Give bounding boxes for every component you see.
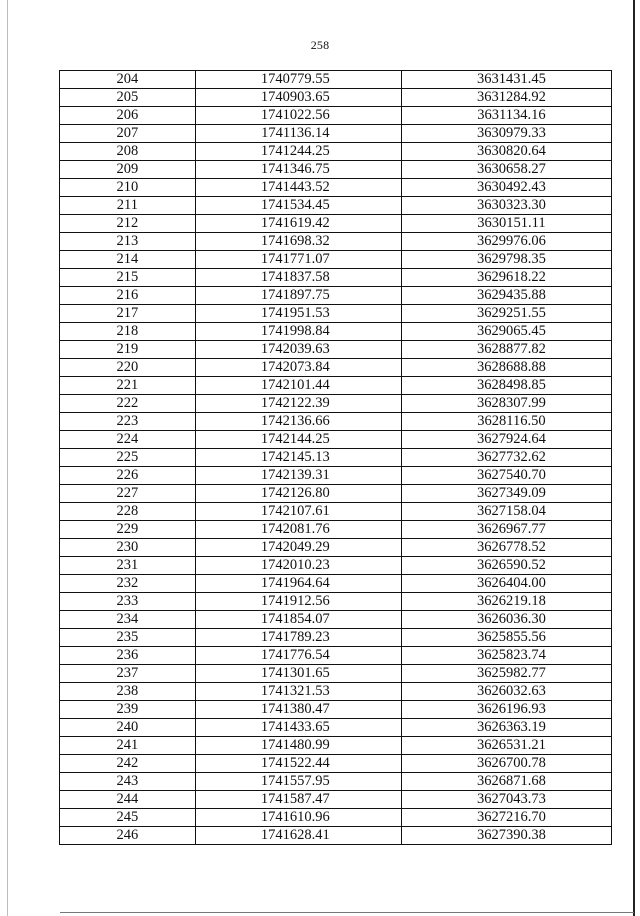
y-coordinate-cell: 3627216.70 bbox=[401, 809, 611, 827]
y-coordinate-cell: 3629976.06 bbox=[401, 233, 611, 251]
x-coordinate-cell: 1741321.53 bbox=[195, 683, 401, 701]
x-coordinate-cell: 1742145.13 bbox=[195, 449, 401, 467]
y-coordinate-cell: 3627158.04 bbox=[401, 503, 611, 521]
point-number-cell: 236 bbox=[60, 647, 196, 665]
x-coordinate-cell: 1742126.80 bbox=[195, 485, 401, 503]
point-number-cell: 243 bbox=[60, 773, 196, 791]
x-coordinate-cell: 1741771.07 bbox=[195, 251, 401, 269]
y-coordinate-cell: 3626590.52 bbox=[401, 557, 611, 575]
point-number-cell: 208 bbox=[60, 143, 196, 161]
point-number-cell: 227 bbox=[60, 485, 196, 503]
x-coordinate-cell: 1741380.47 bbox=[195, 701, 401, 719]
x-coordinate-cell: 1742010.23 bbox=[195, 557, 401, 575]
x-coordinate-cell: 1741244.25 bbox=[195, 143, 401, 161]
point-number-cell: 212 bbox=[60, 215, 196, 233]
table-row bbox=[60, 359, 612, 377]
point-number-cell: 233 bbox=[60, 593, 196, 611]
y-coordinate-cell: 3628307.99 bbox=[401, 395, 611, 413]
table-row bbox=[60, 791, 612, 809]
point-number-cell: 238 bbox=[60, 683, 196, 701]
x-coordinate-cell: 1741136.14 bbox=[195, 125, 401, 143]
point-number-cell: 209 bbox=[60, 161, 196, 179]
y-coordinate-cell: 3626700.78 bbox=[401, 755, 611, 773]
table-row bbox=[60, 647, 612, 665]
y-coordinate-cell: 3626196.93 bbox=[401, 701, 611, 719]
table-row bbox=[60, 593, 612, 611]
y-coordinate-cell: 3626871.68 bbox=[401, 773, 611, 791]
point-number-cell: 235 bbox=[60, 629, 196, 647]
table-row bbox=[60, 539, 612, 557]
page-edge-bottom bbox=[60, 912, 634, 913]
coordinates-table-body bbox=[60, 71, 612, 845]
point-number-cell: 205 bbox=[60, 89, 196, 107]
point-number-cell: 216 bbox=[60, 287, 196, 305]
x-coordinate-cell: 1742039.63 bbox=[195, 341, 401, 359]
x-coordinate-cell: 1742139.31 bbox=[195, 467, 401, 485]
table-row bbox=[60, 251, 612, 269]
x-coordinate-cell: 1741912.56 bbox=[195, 593, 401, 611]
point-number-cell: 229 bbox=[60, 521, 196, 539]
point-number-cell: 246 bbox=[60, 827, 196, 845]
y-coordinate-cell: 3625823.74 bbox=[401, 647, 611, 665]
x-coordinate-cell: 1741587.47 bbox=[195, 791, 401, 809]
y-coordinate-cell: 3626531.21 bbox=[401, 737, 611, 755]
point-number-cell: 240 bbox=[60, 719, 196, 737]
point-number-cell: 219 bbox=[60, 341, 196, 359]
table-row bbox=[60, 755, 612, 773]
table-row bbox=[60, 233, 612, 251]
x-coordinate-cell: 1741610.96 bbox=[195, 809, 401, 827]
table-row bbox=[60, 719, 612, 737]
table-row bbox=[60, 377, 612, 395]
table-row bbox=[60, 665, 612, 683]
table-row bbox=[60, 521, 612, 539]
y-coordinate-cell: 3630658.27 bbox=[401, 161, 611, 179]
x-coordinate-cell: 1742049.29 bbox=[195, 539, 401, 557]
y-coordinate-cell: 3626967.77 bbox=[401, 521, 611, 539]
table-row bbox=[60, 305, 612, 323]
point-number-cell: 211 bbox=[60, 197, 196, 215]
point-number-cell: 206 bbox=[60, 107, 196, 125]
x-coordinate-cell: 1742136.66 bbox=[195, 413, 401, 431]
x-coordinate-cell: 1742073.84 bbox=[195, 359, 401, 377]
x-coordinate-cell: 1741433.65 bbox=[195, 719, 401, 737]
x-coordinate-cell: 1742107.61 bbox=[195, 503, 401, 521]
point-number-cell: 239 bbox=[60, 701, 196, 719]
x-coordinate-cell: 1741837.58 bbox=[195, 269, 401, 287]
point-number-cell: 207 bbox=[60, 125, 196, 143]
table-row bbox=[60, 611, 612, 629]
table-row bbox=[60, 485, 612, 503]
y-coordinate-cell: 3627540.70 bbox=[401, 467, 611, 485]
y-coordinate-cell: 3629251.55 bbox=[401, 305, 611, 323]
x-coordinate-cell: 1740903.65 bbox=[195, 89, 401, 107]
y-coordinate-cell: 3630820.64 bbox=[401, 143, 611, 161]
table-row bbox=[60, 809, 612, 827]
point-number-cell: 217 bbox=[60, 305, 196, 323]
x-coordinate-cell: 1741522.44 bbox=[195, 755, 401, 773]
table-row bbox=[60, 107, 612, 125]
table-row bbox=[60, 773, 612, 791]
table-row bbox=[60, 89, 612, 107]
point-number-cell: 224 bbox=[60, 431, 196, 449]
table-row bbox=[60, 827, 612, 845]
page-edge-right bbox=[633, 0, 635, 916]
x-coordinate-cell: 1741964.64 bbox=[195, 575, 401, 593]
y-coordinate-cell: 3627732.62 bbox=[401, 449, 611, 467]
y-coordinate-cell: 3626032.63 bbox=[401, 683, 611, 701]
table-row bbox=[60, 143, 612, 161]
y-coordinate-cell: 3630979.33 bbox=[401, 125, 611, 143]
table-row bbox=[60, 683, 612, 701]
point-number-cell: 232 bbox=[60, 575, 196, 593]
y-coordinate-cell: 3627349.09 bbox=[401, 485, 611, 503]
point-number-cell: 221 bbox=[60, 377, 196, 395]
y-coordinate-cell: 3630323.30 bbox=[401, 197, 611, 215]
page-number: 258 bbox=[310, 38, 330, 52]
x-coordinate-cell: 1741301.65 bbox=[195, 665, 401, 683]
x-coordinate-cell: 1741776.54 bbox=[195, 647, 401, 665]
x-coordinate-cell: 1740779.55 bbox=[195, 71, 401, 89]
table-row bbox=[60, 629, 612, 647]
table-row bbox=[60, 215, 612, 233]
table-row bbox=[60, 197, 612, 215]
point-number-cell: 230 bbox=[60, 539, 196, 557]
y-coordinate-cell: 3631134.16 bbox=[401, 107, 611, 125]
table-row bbox=[60, 737, 612, 755]
y-coordinate-cell: 3626778.52 bbox=[401, 539, 611, 557]
point-number-cell: 215 bbox=[60, 269, 196, 287]
y-coordinate-cell: 3626363.19 bbox=[401, 719, 611, 737]
y-coordinate-cell: 3628688.88 bbox=[401, 359, 611, 377]
table-row bbox=[60, 701, 612, 719]
point-number-cell: 245 bbox=[60, 809, 196, 827]
x-coordinate-cell: 1741698.32 bbox=[195, 233, 401, 251]
table-row bbox=[60, 341, 612, 359]
x-coordinate-cell: 1741998.84 bbox=[195, 323, 401, 341]
y-coordinate-cell: 3631284.92 bbox=[401, 89, 611, 107]
table-row bbox=[60, 395, 612, 413]
table-row bbox=[60, 413, 612, 431]
table-row bbox=[60, 503, 612, 521]
point-number-cell: 214 bbox=[60, 251, 196, 269]
y-coordinate-cell: 3625982.77 bbox=[401, 665, 611, 683]
y-coordinate-cell: 3631431.45 bbox=[401, 71, 611, 89]
y-coordinate-cell: 3628498.85 bbox=[401, 377, 611, 395]
x-coordinate-cell: 1742144.25 bbox=[195, 431, 401, 449]
point-number-cell: 218 bbox=[60, 323, 196, 341]
x-coordinate-cell: 1741443.52 bbox=[195, 179, 401, 197]
table-row bbox=[60, 449, 612, 467]
x-coordinate-cell: 1741022.56 bbox=[195, 107, 401, 125]
table-row bbox=[60, 467, 612, 485]
y-coordinate-cell: 3628116.50 bbox=[401, 413, 611, 431]
table-row bbox=[60, 323, 612, 341]
table-row bbox=[60, 71, 612, 89]
y-coordinate-cell: 3626219.18 bbox=[401, 593, 611, 611]
point-number-cell: 213 bbox=[60, 233, 196, 251]
x-coordinate-cell: 1741534.45 bbox=[195, 197, 401, 215]
x-coordinate-cell: 1741854.07 bbox=[195, 611, 401, 629]
point-number-cell: 204 bbox=[60, 71, 196, 89]
table-row bbox=[60, 287, 612, 305]
y-coordinate-cell: 3629065.45 bbox=[401, 323, 611, 341]
y-coordinate-cell: 3626036.30 bbox=[401, 611, 611, 629]
point-number-cell: 210 bbox=[60, 179, 196, 197]
y-coordinate-cell: 3629435.88 bbox=[401, 287, 611, 305]
point-number-cell: 226 bbox=[60, 467, 196, 485]
y-coordinate-cell: 3629798.35 bbox=[401, 251, 611, 269]
table-row bbox=[60, 179, 612, 197]
point-number-cell: 222 bbox=[60, 395, 196, 413]
point-number-cell: 228 bbox=[60, 503, 196, 521]
x-coordinate-cell: 1742101.44 bbox=[195, 377, 401, 395]
y-coordinate-cell: 3630151.11 bbox=[401, 215, 611, 233]
point-number-cell: 237 bbox=[60, 665, 196, 683]
point-number-cell: 234 bbox=[60, 611, 196, 629]
point-number-cell: 223 bbox=[60, 413, 196, 431]
y-coordinate-cell: 3628877.82 bbox=[401, 341, 611, 359]
table-row bbox=[60, 269, 612, 287]
y-coordinate-cell: 3627390.38 bbox=[401, 827, 611, 845]
point-number-cell: 231 bbox=[60, 557, 196, 575]
point-number-cell: 244 bbox=[60, 791, 196, 809]
y-coordinate-cell: 3625855.56 bbox=[401, 629, 611, 647]
x-coordinate-cell: 1741619.42 bbox=[195, 215, 401, 233]
x-coordinate-cell: 1741897.75 bbox=[195, 287, 401, 305]
x-coordinate-cell: 1741557.95 bbox=[195, 773, 401, 791]
point-number-cell: 242 bbox=[60, 755, 196, 773]
table-row bbox=[60, 161, 612, 179]
x-coordinate-cell: 1741346.75 bbox=[195, 161, 401, 179]
coordinates-table bbox=[59, 70, 612, 845]
table-row bbox=[60, 125, 612, 143]
table-row bbox=[60, 575, 612, 593]
x-coordinate-cell: 1741628.41 bbox=[195, 827, 401, 845]
y-coordinate-cell: 3627924.64 bbox=[401, 431, 611, 449]
table-row bbox=[60, 431, 612, 449]
x-coordinate-cell: 1741480.99 bbox=[195, 737, 401, 755]
x-coordinate-cell: 1741951.53 bbox=[195, 305, 401, 323]
point-number-cell: 225 bbox=[60, 449, 196, 467]
table-row bbox=[60, 557, 612, 575]
x-coordinate-cell: 1741789.23 bbox=[195, 629, 401, 647]
x-coordinate-cell: 1742122.39 bbox=[195, 395, 401, 413]
y-coordinate-cell: 3629618.22 bbox=[401, 269, 611, 287]
y-coordinate-cell: 3630492.43 bbox=[401, 179, 611, 197]
point-number-cell: 220 bbox=[60, 359, 196, 377]
y-coordinate-cell: 3626404.00 bbox=[401, 575, 611, 593]
page-edge-left bbox=[7, 0, 8, 916]
y-coordinate-cell: 3627043.73 bbox=[401, 791, 611, 809]
x-coordinate-cell: 1742081.76 bbox=[195, 521, 401, 539]
point-number-cell: 241 bbox=[60, 737, 196, 755]
